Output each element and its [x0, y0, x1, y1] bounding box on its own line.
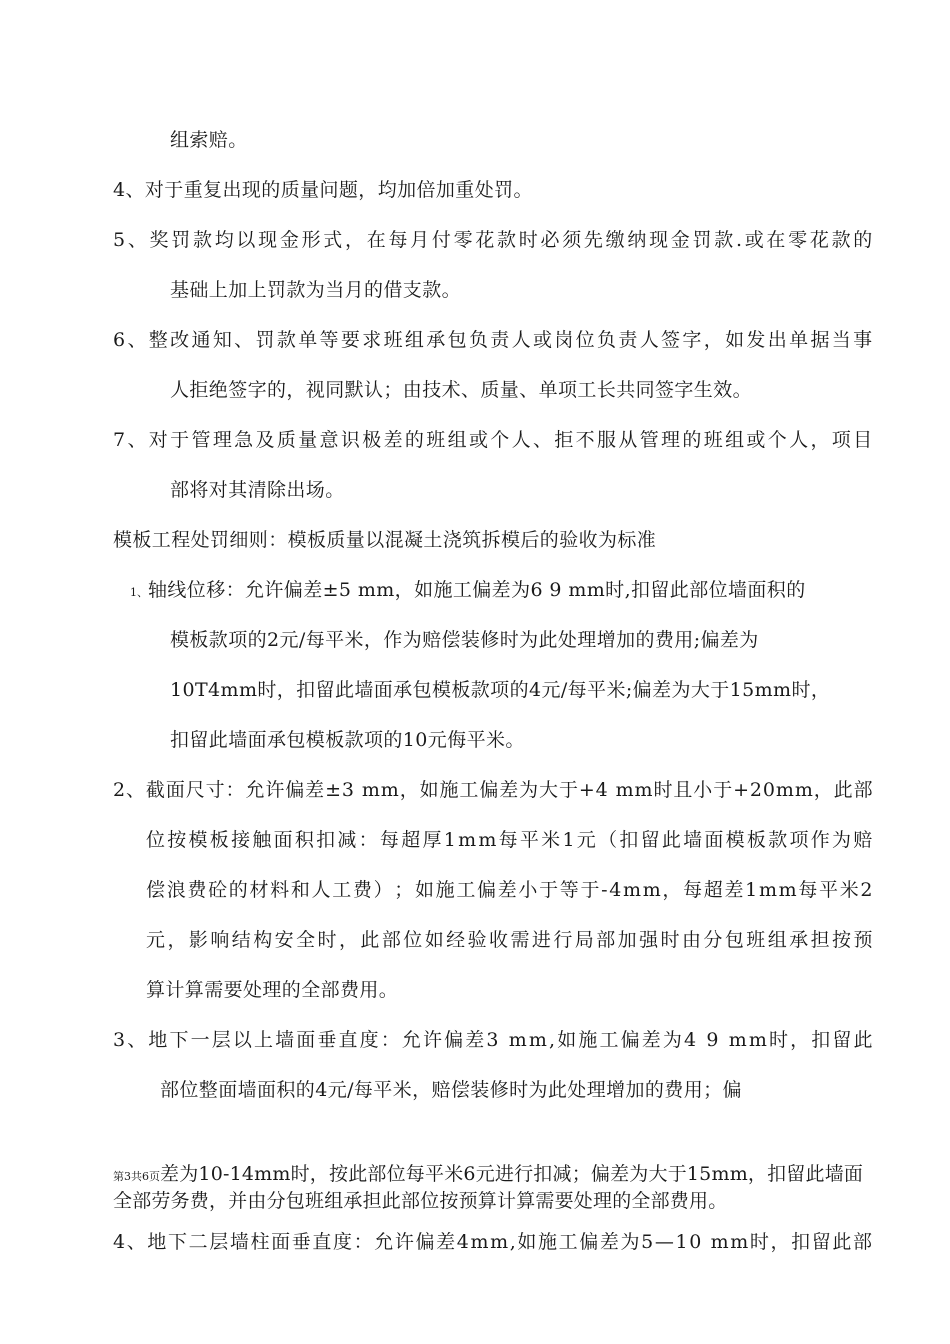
list-item-5: 5 、 奖 罚 款 均 以 现 金 形 式 ， 在 每 月 付 零 花 款 时 必 须 先 缴 纳 现 金 罚 款 . 或 在 零 花 款 的 — [113, 229, 873, 251]
text-line: 模板款项的2元/每平米，作为赔偿装修时为此处理增加的费用;偏差为 — [170, 629, 759, 651]
list-item-text: 轴线位移：允许偏差±5 mm，如施工偏差为6 9 mm时,扣留此部位墙面积的 — [148, 579, 806, 601]
text-line: 扣留此墙面承包模板款项的10元侮平米。 — [170, 729, 525, 751]
text-line: 人拒绝签字的，视同默认；由技术、质量、单项工长共同签字生效。 — [170, 379, 753, 401]
page-number-marker: 第3共6页 — [113, 1170, 160, 1183]
list-item-4: 4、对于重复出现的质量问题，均加倍加重处罚。 — [113, 179, 533, 201]
text-line: 基础上加上罚款为当月的借支款。 — [170, 279, 462, 301]
text-line: 组索赔。 — [170, 129, 248, 151]
text-line: 算计算需要处理的全部费用。 — [146, 979, 399, 1001]
text-line: 元 ， 影 响 结 构 安 全 时 ， 此 部 位 如 经 验 收 需 进 行 局 部 加 强 时 由 分 包 班 组 承 担 按 预 — [146, 929, 873, 951]
section-heading: 模板工程处罚细则：模板质量以混凝土浇筑拆模后的验收为标准 — [113, 529, 657, 551]
page-footer-paragraph — [113, 1162, 873, 1214]
list-number: 1、 — [130, 586, 148, 599]
list-item-4-underground: 4 、 地 下 二 层 墙 柱 面 垂 直 度 ： 允 许 偏 差 4 m m , 如 施 工 偏 差 为 5 — 1 0 m m 时 ， 扣 留 此 部 — [113, 1231, 873, 1253]
text-line: 10T4mm时，扣留此墙面承包模板款项的4元/每平米;偏差为大于15mm时， — [170, 679, 831, 701]
list-item-1 — [130, 578, 806, 605]
list-item-3: 3 、 地 下 一 层 以 上 墙 面 垂 直 度 ： 允 许 偏 差 3 m m , 如 施 工 偏 差 为 4 9 m m 时 ， 扣 留 此 — [113, 1029, 873, 1051]
footer-text: 差为10-14mm时，按此部位每平米6元进行扣减；偏差为大于15mm，扣留此墙面全部劳务费，并由分包班组承担此部位按预算计算需要处理的全部费用。 — [113, 1163, 864, 1212]
text-line: 部位整面墙面积的4元/每平米，赔偿装修时为此处理增加的费用；偏 — [160, 1079, 742, 1101]
list-item-7: 7 、 对 于 管 理 急 及 质 量 意 识 极 差 的 班 组 或 个 人 、 拒 不 服 从 管 理 的 班 组 或 个 人 ， 项 目 — [113, 429, 873, 451]
text-line: 部将对其清除出场。 — [170, 479, 345, 501]
list-item-2: 2 、 截 面 尺 寸 ： 允 许 偏 差 ± 3 m m ， 如 施 工 偏 差 为 大 于 + 4 m m 时 且 小 于 + 2 0 m m ， 此 部 — [113, 779, 873, 801]
text-line: 偿 浪 费 砼 的 材 料 和 人 工 费 ） ； 如 施 工 偏 差 小 于 等 于 - 4 m m ， 每 超 差 1 m m 每 平 米 2 — [146, 879, 873, 901]
text-line: 位 按 模 板 接 触 面 积 扣 减 ： 每 超 厚 1 m m 每 平 米 1 元 （ 扣 留 此 墙 面 模 板 款 项 作 为 赔 — [146, 829, 873, 851]
list-item-6: 6 、 整 改 通 知 、 罚 款 单 等 要 求 班 组 承 包 负 责 人 或 岗 位 负 责 人 签 字 ， 如 发 出 单 据 当 事 — [113, 329, 873, 351]
